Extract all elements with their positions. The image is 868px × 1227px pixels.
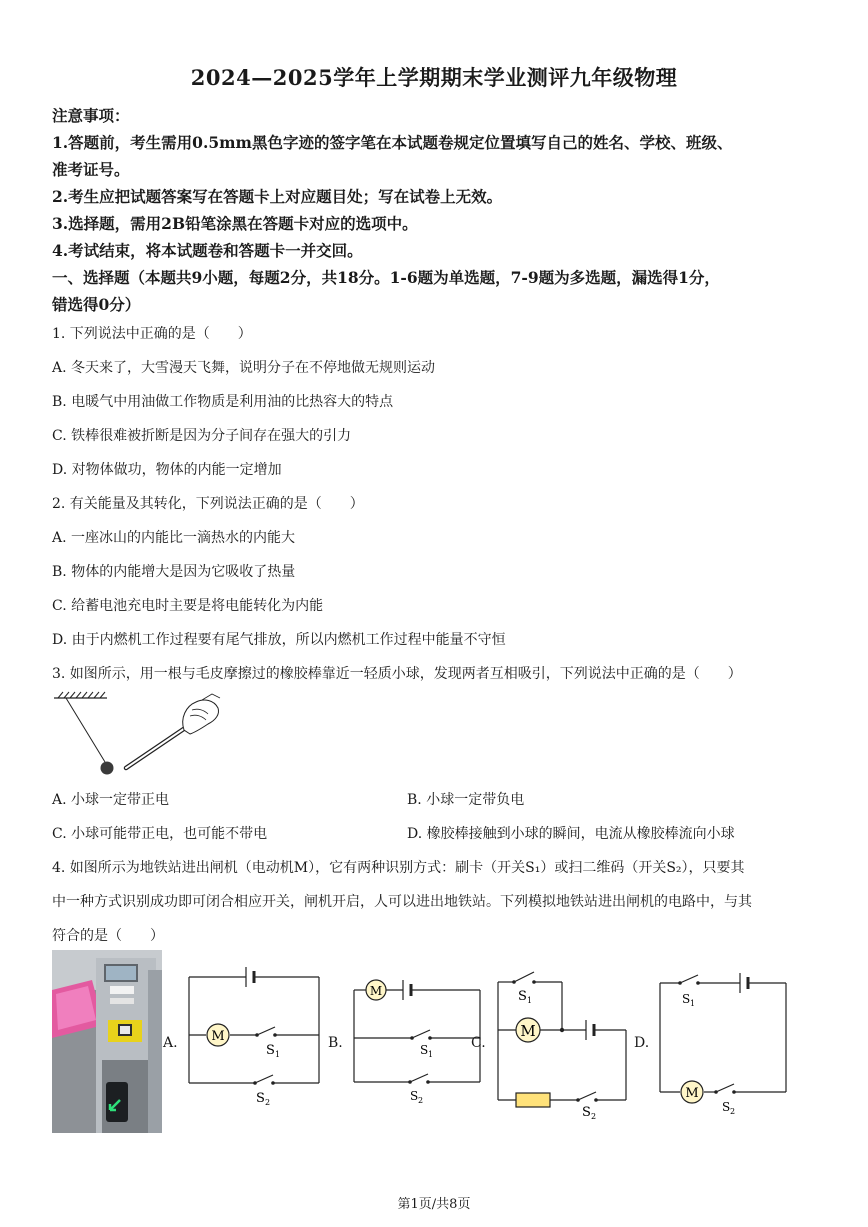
s1-label: S (266, 1043, 275, 1058)
s2-label: S (582, 1105, 591, 1120)
q2-stem: 2. 有关能量及其转化，下列说法正确的是（ ） (52, 496, 364, 512)
s1-subscript: 1 (690, 999, 696, 1008)
s1-subscript: 1 (527, 996, 533, 1005)
q4-option-c-letter: C. (471, 1035, 486, 1051)
s1-label: S (682, 992, 691, 1006)
q2-option-c: C. 给蓄电池充电时主要是将电能转化为内能 (52, 598, 324, 614)
s2-label: S (410, 1089, 419, 1103)
q4-option-a-letter: A. (163, 1035, 178, 1051)
circuit-a (183, 965, 323, 1110)
s2-subscript: 2 (730, 1107, 736, 1116)
notes-heading: 注意事项： (52, 106, 130, 125)
note-line-4: 3.选择题，需用2B铅笔涂黑在答题卡对应的选项中。 (52, 214, 418, 233)
motor-label: M (520, 1022, 536, 1040)
s2-subscript: 2 (418, 1096, 424, 1105)
section-heading-line-1: 一、选择题（本题共9小题，每题2分，共18分。1-6题为单选题，7-9题为多选题，漏选得1分， (52, 268, 720, 287)
q1-option-c: C. 铁棒很难被折断是因为分子间存在强大的引力 (52, 428, 352, 444)
s2-label: S (722, 1100, 731, 1114)
note-line-2: 准考证号。 (52, 160, 130, 179)
s2-subscript: 2 (265, 1098, 271, 1107)
s1-label: S (518, 989, 527, 1004)
q4-option-d-letter: D. (634, 1035, 650, 1051)
q4-stem-line-3: 符合的是（ ） (52, 928, 164, 944)
s2-subscript: 2 (591, 1112, 597, 1120)
q1-option-a: A. 冬天来了，大雪漫天飞舞，说明分子在不停地做无规则运动 (52, 360, 436, 376)
q4-option-b-letter: B. (328, 1035, 343, 1051)
q3-option-c: C. 小球可能带正电，也可能不带电 (52, 826, 268, 842)
q2-option-a: A. 一座冰山的内能比一滴热水的内能大 (52, 530, 296, 546)
q4-stem-line-2: 中一种方式识别成功即可闭合相应开关，闸机开启，人可以进出地铁站。下列模拟地铁站进出闸机的电路中，与其 (52, 894, 752, 910)
motor-label: M (685, 1086, 699, 1101)
q1-option-d: D. 对物体做功，物体的内能一定增加 (52, 462, 282, 478)
circuit-d (654, 965, 794, 1120)
q4-stem-line-1: 4. 如图所示为地铁站进出闸机（电动机M），它有两种识别方式：刷卡（开关S₁）或扫二维码（开关S₂），只要其 (52, 860, 745, 876)
note-line-5: 4.考试结束，将本试题卷和答题卡一并交回。 (52, 241, 363, 260)
q3-option-d: D. 橡胶棒接触到小球的瞬间，电流从橡胶棒流向小球 (407, 826, 735, 842)
motor-label: M (211, 1029, 225, 1044)
page-footer: 第1页/共8页 (397, 1197, 471, 1212)
motor-label: M (369, 984, 383, 998)
note-line-3: 2.考生应把试题答案写在答题卡上对应题目处；写在试卷上无效。 (52, 187, 503, 206)
s1-label: S (420, 1043, 429, 1057)
pendulum-rod-figure (52, 690, 232, 785)
circuit-c (492, 960, 632, 1120)
resistor (516, 1093, 550, 1107)
s1-subscript: 1 (428, 1050, 434, 1059)
circuit-b (348, 972, 488, 1110)
q3-stem: 3. 如图所示，用一根与毛皮摩擦过的橡胶棒靠近一轻质小球，发现两者互相吸引，下列说法中正确的是（ ） (52, 666, 742, 682)
q3-option-b: B. 小球一定带负电 (407, 792, 525, 808)
s2-label: S (256, 1091, 265, 1106)
q2-option-b: B. 物体的内能增大是因为它吸收了热量 (52, 564, 296, 580)
section-heading-line-2: 错选得0分） (52, 295, 141, 314)
turnstile-photo (52, 950, 162, 1133)
page-title: 2024—2025学年上学期期末学业测评九年级物理 (190, 65, 678, 90)
note-line-1: 1.答题前，考生需用0.5mm黑色字迹的签字笔在本试题卷规定位置填写自己的姓名、学校、班级、 (52, 133, 733, 152)
s1-subscript: 1 (275, 1050, 281, 1059)
q1-stem: 1. 下列说法中正确的是（ ） (52, 326, 252, 342)
q3-option-a: A. 小球一定带正电 (52, 792, 170, 808)
q1-option-b: B. 电暖气中用油做工作物质是利用油的比热容大的特点 (52, 394, 394, 410)
q2-option-d: D. 由于内燃机工作过程要有尾气排放，所以内燃机工作过程中能量不守恒 (52, 632, 506, 648)
